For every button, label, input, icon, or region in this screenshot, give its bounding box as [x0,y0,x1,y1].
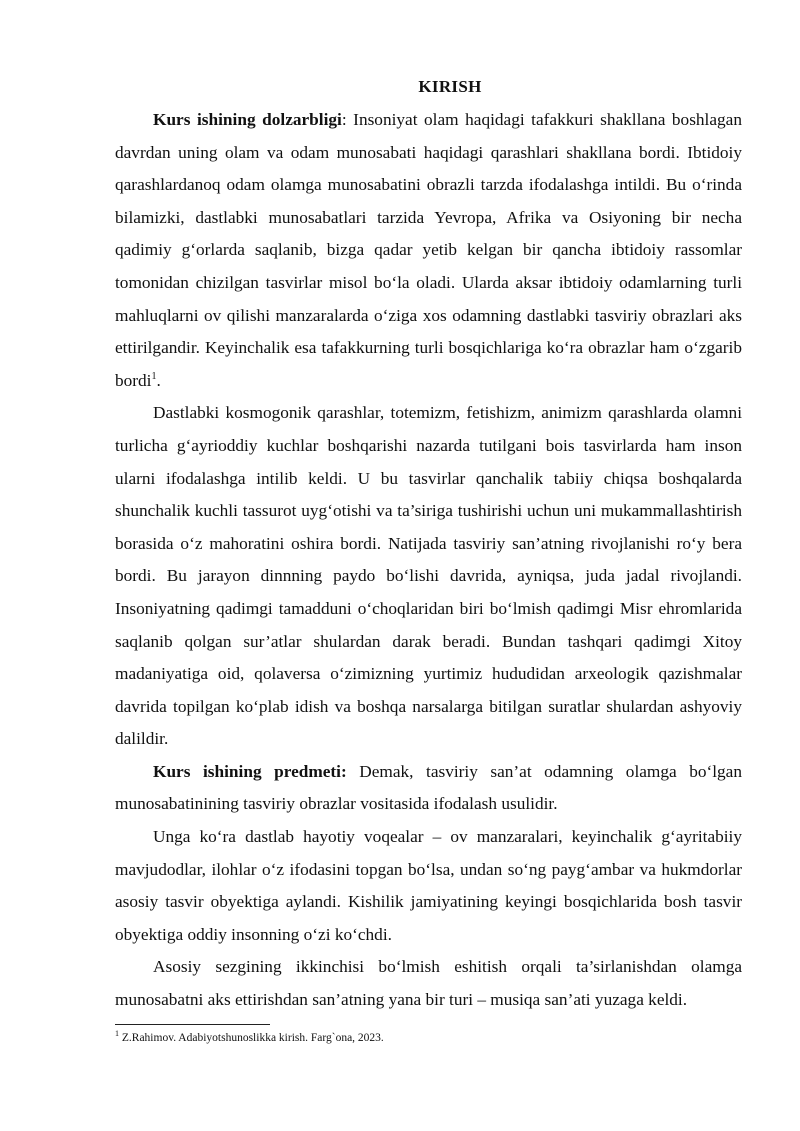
footnote [115,1031,742,1046]
paragraph-tail: . [156,370,161,390]
footnote-number: 1 [115,1029,119,1039]
paragraph-lead-suffix: : [341,110,347,129]
paragraph-lead: Kurs ishining predmeti: [153,761,347,781]
footnote-reference[interactable]: 1 [151,370,157,382]
paragraph-text: Dastlabki kosmogonik qarashlar, totemizm, fetishizm, animizm qarashlarda olamni turlicha g‘ayrioddiy kuchlar boshqarishi nazarda tutilgani bois tasvirlarda ham inson ularni ifodalashga intilib keldi. U bu tasvirlar qanchalik tabiiy chiqsa boshqalarda shunchalik kuchli tassurot uyg‘otishi va ta’siriga tushirishi uchun uni mukammallashtirish borasida o‘z mahoratini oshira bordi. Natijada tasviriy san’atning rivojlanishi ro‘y bera bordi. Bu jarayon dinnning paydo bo‘lishi davrida, ayniqsa, juda jadal rivojlandi. Insoniyatning qadimgi tamadduni o‘choqlaridan biri bo‘lmish qadimgi Misr ehromlarida saqlanib qolgan sur’atlar shulardan darak beradi. Bundan tashqari qadimgi Xitoy madaniyatiga oid, qolaversa o‘zimizning yurtimiz hududidan arxeologik qazishmalar davrida topilgan ko‘plab idish va boshqa narsalarga bitilgan suratlar shulardan ashyoviy dalildir. [115,403,742,749]
paragraph-hearing [115,951,742,1016]
paragraph-text: Unga ko‘ra dastlab hayotiy voqealar – ov manzaralari, keyinchalik g‘ayritabiiy mavjudodlar, ilohlar o‘z ifodasini topgan bo‘lsa, undan so‘ng payg‘ambar va hukmdorlar asosiy tasvir obyektiga aylandi. Kishilik jamiyatining keyingi bosqichlarida bosh tasvir obyektiga oddiy insonning o‘zi ko‘chdi. [115,827,742,944]
paragraph-relevance [115,104,742,397]
paragraph-lead: Kurs ishining dolzarbligi [153,110,342,129]
footnote-separator [115,1024,270,1025]
body-text [115,104,742,1017]
paragraph-text: Asosiy sezgining ikkinchisi bo‘lmish eshitish orqali ta’sirlanishdan olamga munosabatni aks ettirishdan san’atning yana bir turi – musiqa san’ati yuzaga keldi. [115,957,742,1010]
page-title: KIRISH [418,77,482,96]
paragraph-subject [115,756,742,821]
paragraph-cosmogonic [115,397,742,756]
paragraph-text: Insoniyat olam haqidagi tafakkuri shakllana boshlagan davrdan uning olam va odam munosabati haqidagi qarashlari shakllana bordi. Ibtidoiy qarashlardanoq odam olamga munosabatini obrazli tarzda ifodalashga intildi. Bu o‘rinda bilamizki, dastlabki munosabatlari tarzida Yevropa, Afrika va Osiyoning bir necha qadimiy g‘orlarda saqlanib, bizga qadar yetib kelgan bir qancha ibtidoiy rassomlar tomonidan chizilgan tasvirlar misol bo‘la oladi. Ularda aksar ibtidoiy odamlarning turli mahluqlarni ov qilishi manzaralarda o‘ziga xos odamning dastlabki tasviriy obrazlari aks ettirilgandir. Keyinchalik esa tafakkurning turli bosqichlariga ko‘ra obrazlar ham o‘zgarib bordi [115,110,742,390]
paragraph-accordingly [115,821,742,951]
paragraph-text: Demak, tasviriy san’at odamning olamga bo‘lgan munosabatinining tasviriy obrazlar vositasida ifodalash usulidir. [115,761,742,814]
footnote-text: Z.Rahimov. Adabiyotshunoslikka kirish. Farg`ona, 2023. [119,1032,384,1044]
